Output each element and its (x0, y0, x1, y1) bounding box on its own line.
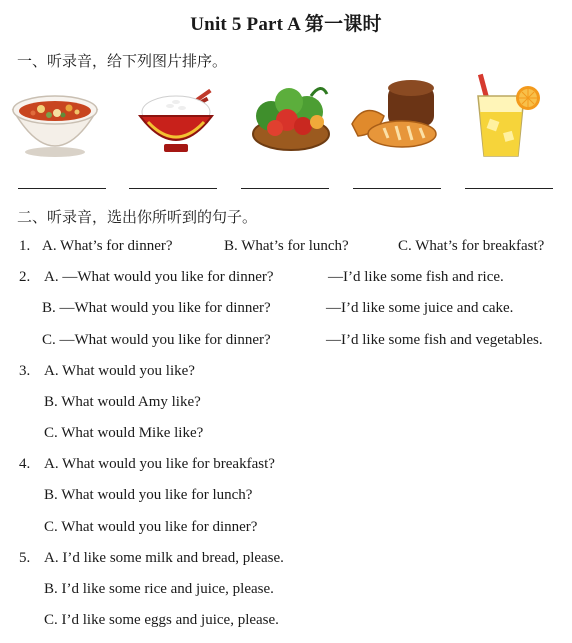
option-a[interactable]: A. What’s for dinner? (42, 238, 173, 254)
option-b[interactable]: B. —What would you like for dinner? (42, 300, 271, 316)
answer-blank-3[interactable] (241, 188, 329, 189)
section-1-instruction: 一、听录音，给下列图片排序。 (17, 52, 228, 70)
question-number: 2. (19, 269, 31, 285)
option-c[interactable]: C. What’s for breakfast? (398, 238, 545, 254)
option-a[interactable]: A. —What would you like for dinner? (44, 269, 274, 285)
option-a[interactable]: A. What would you like? (44, 363, 195, 379)
option-a[interactable]: A. What would you like for breakfast? (44, 456, 275, 472)
option-c[interactable]: C. I’d like some eggs and juice, please. (44, 612, 279, 628)
rice-bowl-icon (128, 72, 228, 162)
answer-blank-2[interactable] (129, 188, 217, 189)
question-number: 3. (19, 363, 31, 379)
option-b[interactable]: B. What’s for lunch? (224, 238, 349, 254)
section-2-instruction: 二、听录音，选出你所听到的句子。 (17, 208, 258, 226)
option-c[interactable]: C. —What would you like for dinner? (42, 332, 271, 348)
option-c[interactable]: C. What would you like for dinner? (44, 519, 258, 535)
option-a-reply: —I’d like some fish and rice. (328, 269, 504, 285)
bread-icon (344, 72, 444, 162)
option-b-reply: —I’d like some juice and cake. (326, 300, 514, 316)
question-number: 1. (19, 238, 31, 254)
juice-glass-icon (464, 72, 564, 162)
vegetables-icon (241, 72, 341, 162)
option-c[interactable]: C. What would Mike like? (44, 425, 204, 441)
option-a[interactable]: A. I’d like some milk and bread, please. (44, 550, 284, 566)
question-number: 5. (19, 550, 31, 566)
option-b[interactable]: B. What would Amy like? (44, 394, 201, 410)
answer-blank-4[interactable] (353, 188, 441, 189)
question-number: 4. (19, 456, 31, 472)
picture-row (0, 72, 572, 162)
answer-blank-1[interactable] (18, 188, 106, 189)
page-title: Unit 5 Part A 第一课时 (190, 14, 382, 35)
option-b[interactable]: B. What would you like for lunch? (44, 487, 253, 503)
soup-bowl-icon (5, 72, 105, 162)
answer-blank-5[interactable] (465, 188, 553, 189)
option-b[interactable]: B. I’d like some rice and juice, please. (44, 581, 274, 597)
option-c-reply: —I’d like some fish and vegetables. (326, 332, 543, 348)
